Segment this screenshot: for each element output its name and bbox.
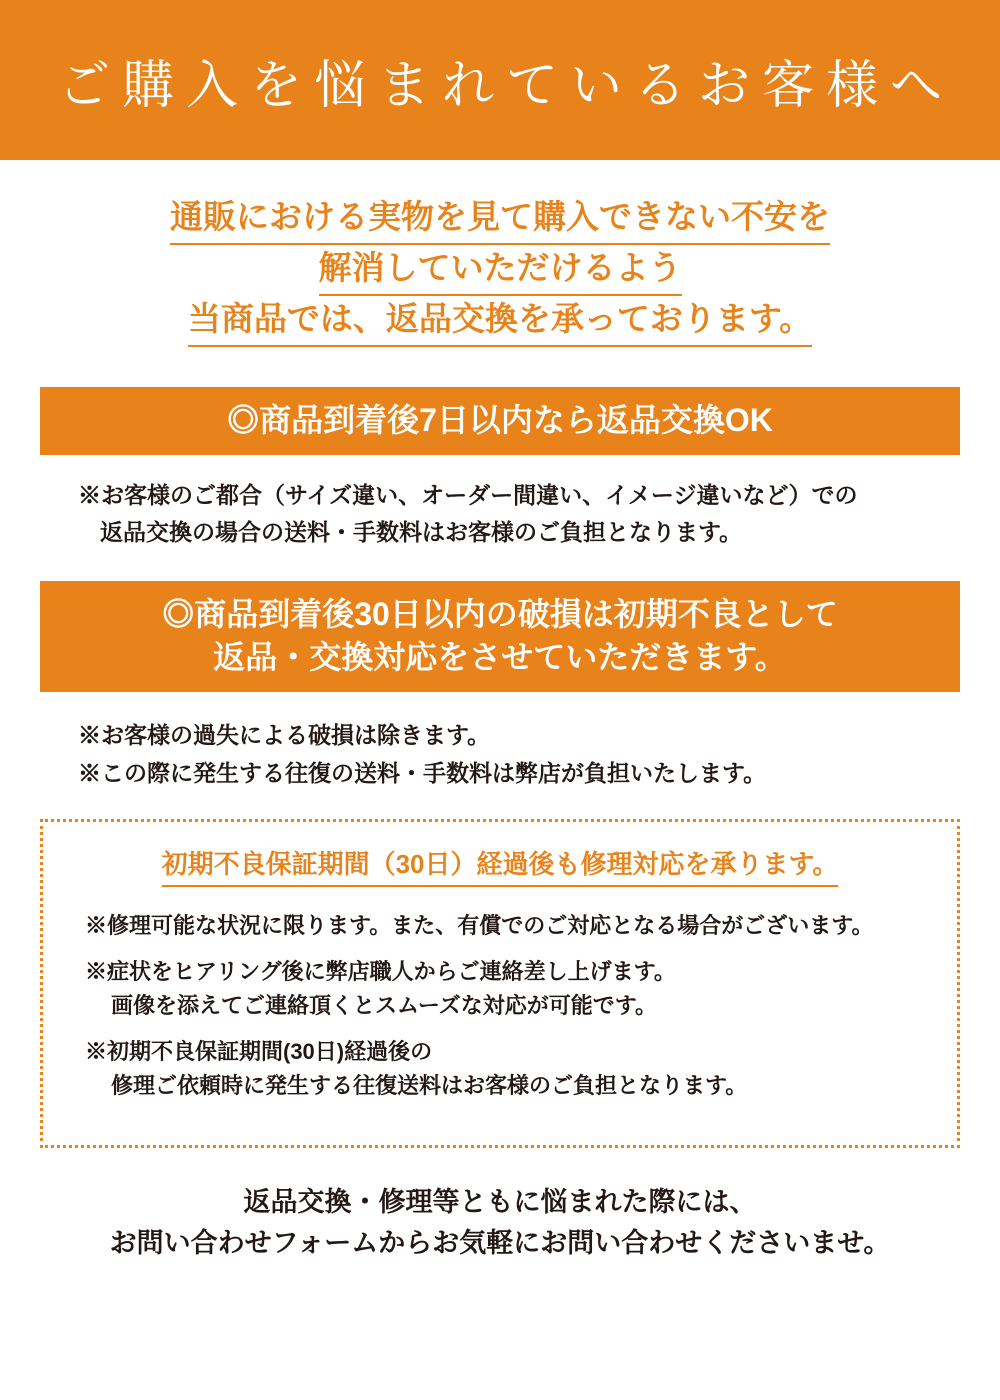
footer-message	[0, 1182, 1000, 1263]
repair-note-item	[85, 955, 927, 1023]
lead-line-1: 通販における実物を見て購入できない不安を	[170, 194, 830, 245]
section-1-notes	[0, 477, 1000, 552]
footer-line-1: 返品交換・修理等ともに悩まれた際には、	[243, 1187, 757, 1218]
page-title: ご購入を悩まれているお客様へ	[57, 57, 954, 115]
lead-paragraph	[0, 194, 1000, 347]
repair-note-text: ※症状をヒアリング後に弊店職人からご連絡差し上げます。	[85, 958, 676, 984]
repair-info-box	[40, 819, 960, 1148]
section-2-note-line-2: ※この際に発生する往復の送料・手数料は弊店が負担いたします。	[78, 760, 767, 787]
section-2-note-line-1: ※お客様の過失による破損は除きます。	[78, 721, 491, 748]
section-2-headline-line-1: ◎商品到着後30日以内の破損は初期不良として	[162, 596, 838, 633]
header-banner	[0, 0, 1000, 160]
section-1-headline-bar	[40, 387, 960, 455]
repair-note-item	[85, 1035, 927, 1103]
lead-line-3: 当商品では、返品交換を承っております。	[188, 296, 812, 347]
repair-notes-list	[73, 909, 927, 1103]
repair-title-wrap	[73, 848, 927, 887]
section-1-note-line-2: 返品交換の場合の送料・手数料はお客様のご負担となります。	[100, 519, 743, 546]
section-1-note-line-1: ※お客様のご都合（サイズ違い、オーダー間違い、イメージ違いなど）での	[78, 481, 858, 508]
section-1-headline: ◎商品到着後7日以内なら返品交換OK	[227, 401, 773, 438]
section-2-headline-line-2: 返品・交換対応をさせていただきます。	[213, 638, 787, 675]
repair-note-subtext: 修理ご依頼時に発生する往復送料はお客様のご負担となります。	[111, 1073, 748, 1099]
section-2-notes	[0, 716, 1000, 793]
repair-note-text: ※初期不良保証期間(30日)経過後の	[85, 1039, 433, 1065]
lead-line-2: 解消していただけるよう	[319, 245, 682, 296]
section-2-headline-bar	[40, 581, 960, 691]
repair-note-item: ※修理可能な状況に限ります。また、有償でのご対応となる場合がございます。	[85, 912, 874, 938]
repair-box-title: 初期不良保証期間（30日）経過後も修理対応を承ります。	[162, 848, 839, 887]
footer-line-2: お問い合わせフォームからお気軽にお問い合わせくださいませ。	[109, 1227, 891, 1258]
repair-note-subtext: 画像を添えてご連絡頂くとスムーズな対応が可能です。	[111, 993, 658, 1019]
